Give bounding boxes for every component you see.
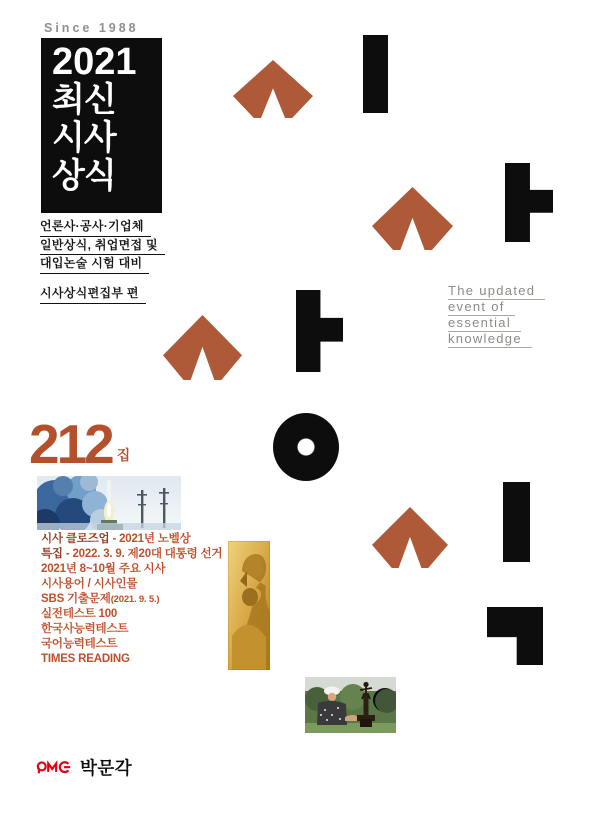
- title-line: 상식: [52, 157, 116, 195]
- publisher-logo: [36, 755, 132, 780]
- tagline-line: knowledge: [448, 332, 532, 348]
- brown-chevron-siot-icon: [233, 60, 313, 118]
- title-box: [41, 38, 162, 213]
- black-a-vowel-icon: [505, 163, 553, 242]
- pmg-logo-icon: [36, 759, 72, 776]
- description-line: 일반상식, 취업면접 및: [40, 239, 165, 256]
- publisher-name: 박문각: [80, 758, 133, 778]
- contents-item: 특집 - 2022. 3. 9. 제20대 대통령 선거: [41, 548, 223, 560]
- contents-item: SBS 기출문제(2021. 9. 5.): [41, 593, 160, 605]
- contents-item: 2021년 8~10월 주요 시사: [41, 563, 166, 575]
- contents-item: 시사 클로즈업 - 2021년 노벨상: [41, 533, 191, 545]
- title-line: 시사: [52, 119, 116, 157]
- brown-chevron-siot-icon: [372, 507, 448, 568]
- black-bar-i-icon: [503, 482, 530, 562]
- description-line: 대입논술 시험 대비: [40, 257, 149, 274]
- black-a-vowel-icon: [296, 290, 343, 372]
- title-year: 2021: [52, 41, 137, 83]
- since-label: Since 1988: [44, 21, 139, 35]
- contents-item: 국어능력테스트: [41, 638, 118, 650]
- issue-number: [29, 413, 131, 475]
- contents-item: 실전테스트 100: [41, 608, 118, 620]
- contents-item: 시사용어 / 시사인물: [41, 578, 138, 590]
- golf-trophy-photo: [305, 677, 396, 733]
- nobel-medal-photo: [228, 541, 270, 670]
- contents-item: 한국사능력테스트: [41, 623, 129, 635]
- black-giyeok-icon: [487, 607, 543, 665]
- black-bar-i-icon: [363, 35, 388, 113]
- tagline-line: The updated: [448, 284, 545, 300]
- description-block: [40, 220, 165, 276]
- contents-item: TIMES READING: [41, 653, 130, 665]
- brown-chevron-siot-icon: [372, 187, 453, 250]
- rocket-launch-photo: [37, 476, 181, 530]
- tagline-line: essential: [448, 316, 521, 332]
- title-line: 최신: [52, 81, 116, 119]
- brown-chevron-siot-icon: [163, 315, 242, 380]
- issue-number-unit: 집: [116, 447, 131, 463]
- tagline-block: [448, 284, 545, 348]
- issue-number-value: 212: [29, 413, 112, 475]
- black-ring-ieung-icon: [273, 413, 339, 481]
- contents-list: [41, 532, 222, 667]
- description-line: 언론사·공사·기업체: [40, 220, 151, 237]
- tagline-line: event of: [448, 300, 515, 316]
- editor-label: 시사상식편집부 편: [40, 287, 146, 304]
